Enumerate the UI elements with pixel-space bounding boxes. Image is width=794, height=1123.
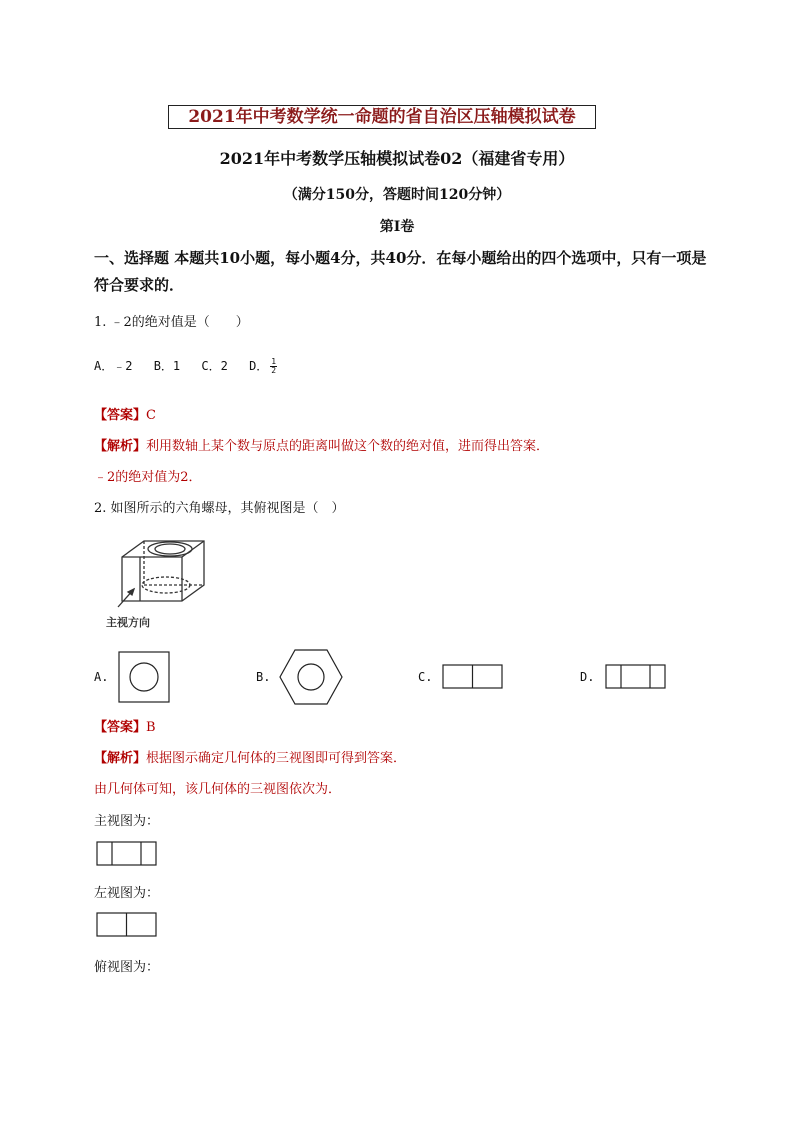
answer-tag: 【答案】 — [94, 408, 147, 423]
left-view-label: 左视图为： — [94, 886, 160, 901]
q2-option-b-figure — [278, 648, 344, 706]
analysis-tag: 【解析】 — [94, 751, 147, 766]
exam-subtitle: （满分150分，答题时间120分钟） — [283, 187, 511, 203]
q2-option-d-figure — [605, 664, 667, 690]
analysis-text: 根据图示确定几何体的三视图即可得到答案． — [146, 751, 407, 766]
q2-analysis — [94, 747, 406, 766]
analysis-text: 利用数轴上某个数与原点的距离叫做这个数的绝对值，进而得出答案． — [146, 439, 550, 454]
answer-value: C — [146, 408, 156, 423]
answer-tag: 【答案】 — [94, 720, 147, 735]
left-view-figure — [96, 912, 158, 938]
question-2-stem: 2. 如图所示的六角螺母，其俯视图是（ ） — [94, 501, 345, 516]
q1-detail: ﹣2的绝对值为2． — [94, 470, 202, 485]
q1-analysis — [94, 435, 549, 454]
q1-option-c: C．2 — [201, 359, 228, 373]
q1-option-d-fraction — [270, 358, 291, 375]
question-1-options — [94, 357, 305, 375]
section-heading: 一、选择题 本题共10小题，每小题4分，共40分．在每小题给出的四个选项中，只有一项是符合要求的． — [94, 249, 707, 294]
q2-detail: 由几何体可知，该几何体的三视图依次为． — [94, 782, 342, 797]
figure-caption: 主视方向 — [106, 616, 150, 629]
top-view-label: 俯视图为： — [94, 960, 160, 975]
q1-answer — [94, 404, 156, 423]
q2-option-d-label: D. — [580, 670, 595, 684]
answer-value: B — [146, 720, 156, 735]
q2-option-c-figure — [442, 664, 504, 690]
analysis-tag: 【解析】 — [94, 439, 147, 454]
front-view-figure — [96, 841, 158, 867]
q2-answer — [94, 716, 156, 735]
series-banner: 2021年中考数学统一命题的省自治区压轴模拟试卷 — [168, 105, 596, 129]
front-view-label: 主视图为： — [94, 814, 160, 829]
q2-option-a-figure — [118, 651, 170, 703]
q1-option-d: D． — [249, 359, 269, 373]
q2-option-c-label: C. — [418, 670, 433, 684]
q1-option-b: B．1 — [153, 359, 181, 373]
q1-option-a: A．﹣2 — [94, 359, 133, 373]
q2-option-a-label: A. — [94, 670, 109, 684]
fraction-numerator: 1 — [271, 357, 277, 366]
q2-option-b-label: B. — [256, 670, 271, 684]
question-1-stem: 1. ﹣2的绝对值是（ ） — [94, 315, 249, 330]
fraction-denominator: 2 — [271, 366, 277, 375]
exam-title: 2021年中考数学压轴模拟试卷02（福建省专用） — [219, 149, 575, 168]
volume-heading: 第Ⅰ卷 — [379, 219, 415, 235]
